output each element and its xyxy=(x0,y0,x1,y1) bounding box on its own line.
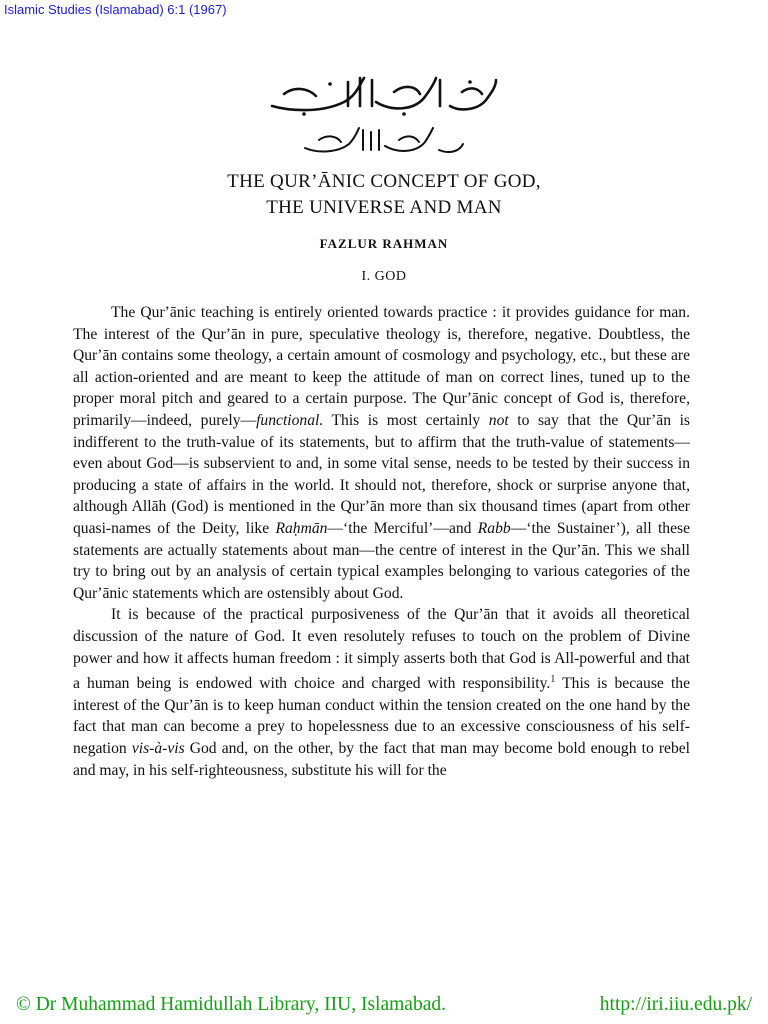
emphasis-rahman: Raḥmān xyxy=(275,519,328,537)
footer xyxy=(16,994,752,1016)
paragraph-2 xyxy=(73,604,690,781)
footer-url-link[interactable]: http://iri.iiu.edu.pk/ xyxy=(599,994,752,1015)
paragraph-2-text: It is because of the practical purposiveness of the Qurʼān that it avoids all theoretical discussion of the nature of God. It even resolutely refuses to touch on the problem of Divine power and how it affects human freedom : it simply asserts both that God is All-powerful and that a human being is endowed with choice and charged with responsibility. xyxy=(73,606,690,693)
paragraph-2-text: God and, on the other, by the fact that man may become bold enough to rebel and may, in his self-righteousness, substitute his will for the xyxy=(73,740,691,779)
article-body xyxy=(73,302,690,781)
emphasis-not: not xyxy=(488,411,509,429)
article-title-line-2: THE UNIVERSE AND MAN xyxy=(266,197,502,218)
footer-copyright: © Dr Muhammad Hamidullah Library, IIU, Islamabad. xyxy=(16,994,446,1015)
paragraph-1-text: The Qurʼānic teaching is entirely oriented towards practice : it provides guidance for man. The interest of the Qurʼān in pure, speculative theology is, therefore, negative. Doubtless, the Qurʼān contains some theology, a certain amount of cosmology and psychology, etc., but these are all action-oriented and are meant to keep the attitude of man on correct lines, tuned up to the proper moral pitch and geared to a certain purpose. The Qurʼānic concept of God is, therefore, primarily—indeed, purely— xyxy=(73,304,690,429)
salutation-calligraphy xyxy=(0,124,768,156)
paragraph-1-text: —‘the Merciful’—and xyxy=(327,519,478,537)
paragraph-1-text: to say that the Qurʼān is indifferent to the truth-value of its statements, but to affirm that the truth-value of statements—even about God—is subservient to and, in some vital sense, needs to be tested by their success in producing a state of affairs in the world. It should not, therefore, shock or surprise anyone that, although Allāh (God) is mentioned in the Qurʼān more than six thousand times (apart from other quasi-names of the Deity, like xyxy=(73,411,690,537)
article-title-line-1: THE QURʼĀNIC CONCEPT OF GOD, xyxy=(227,171,541,192)
citation-link[interactable]: Islamic Studies (Islamabad) 6:1 (1967) xyxy=(4,2,227,17)
author-name: FAZLUR RAHMAN xyxy=(319,236,449,251)
paragraph-2-text: This is because the interest of the Qurʼān is to keep human conduct within the tension created on the one hand by the fact that man can become a prey to hopelessness due to an excessive consciousness of his self-negation xyxy=(73,675,690,758)
bismillah-calligraphy xyxy=(0,72,768,118)
emphasis-rabb: Rabb xyxy=(477,519,511,537)
paragraph-1-text: —‘the Sustainer’), all these statements are actually statements about man—the centre of interest in the Qurʼān. This we shall try to bring out by an analysis of certain typical examples belonging to various categories of the Qurʼānic statements which are ostensibly about God. xyxy=(73,519,690,602)
emphasis-vis-a-vis: vis-à-vis xyxy=(131,740,185,758)
footnote-marker[interactable]: 1 xyxy=(550,674,556,686)
paragraph-1 xyxy=(73,302,690,604)
emphasis-functional: functional. xyxy=(256,411,324,429)
section-heading: I. GOD xyxy=(361,269,407,284)
paragraph-1-text: This is most certainly xyxy=(323,411,489,429)
